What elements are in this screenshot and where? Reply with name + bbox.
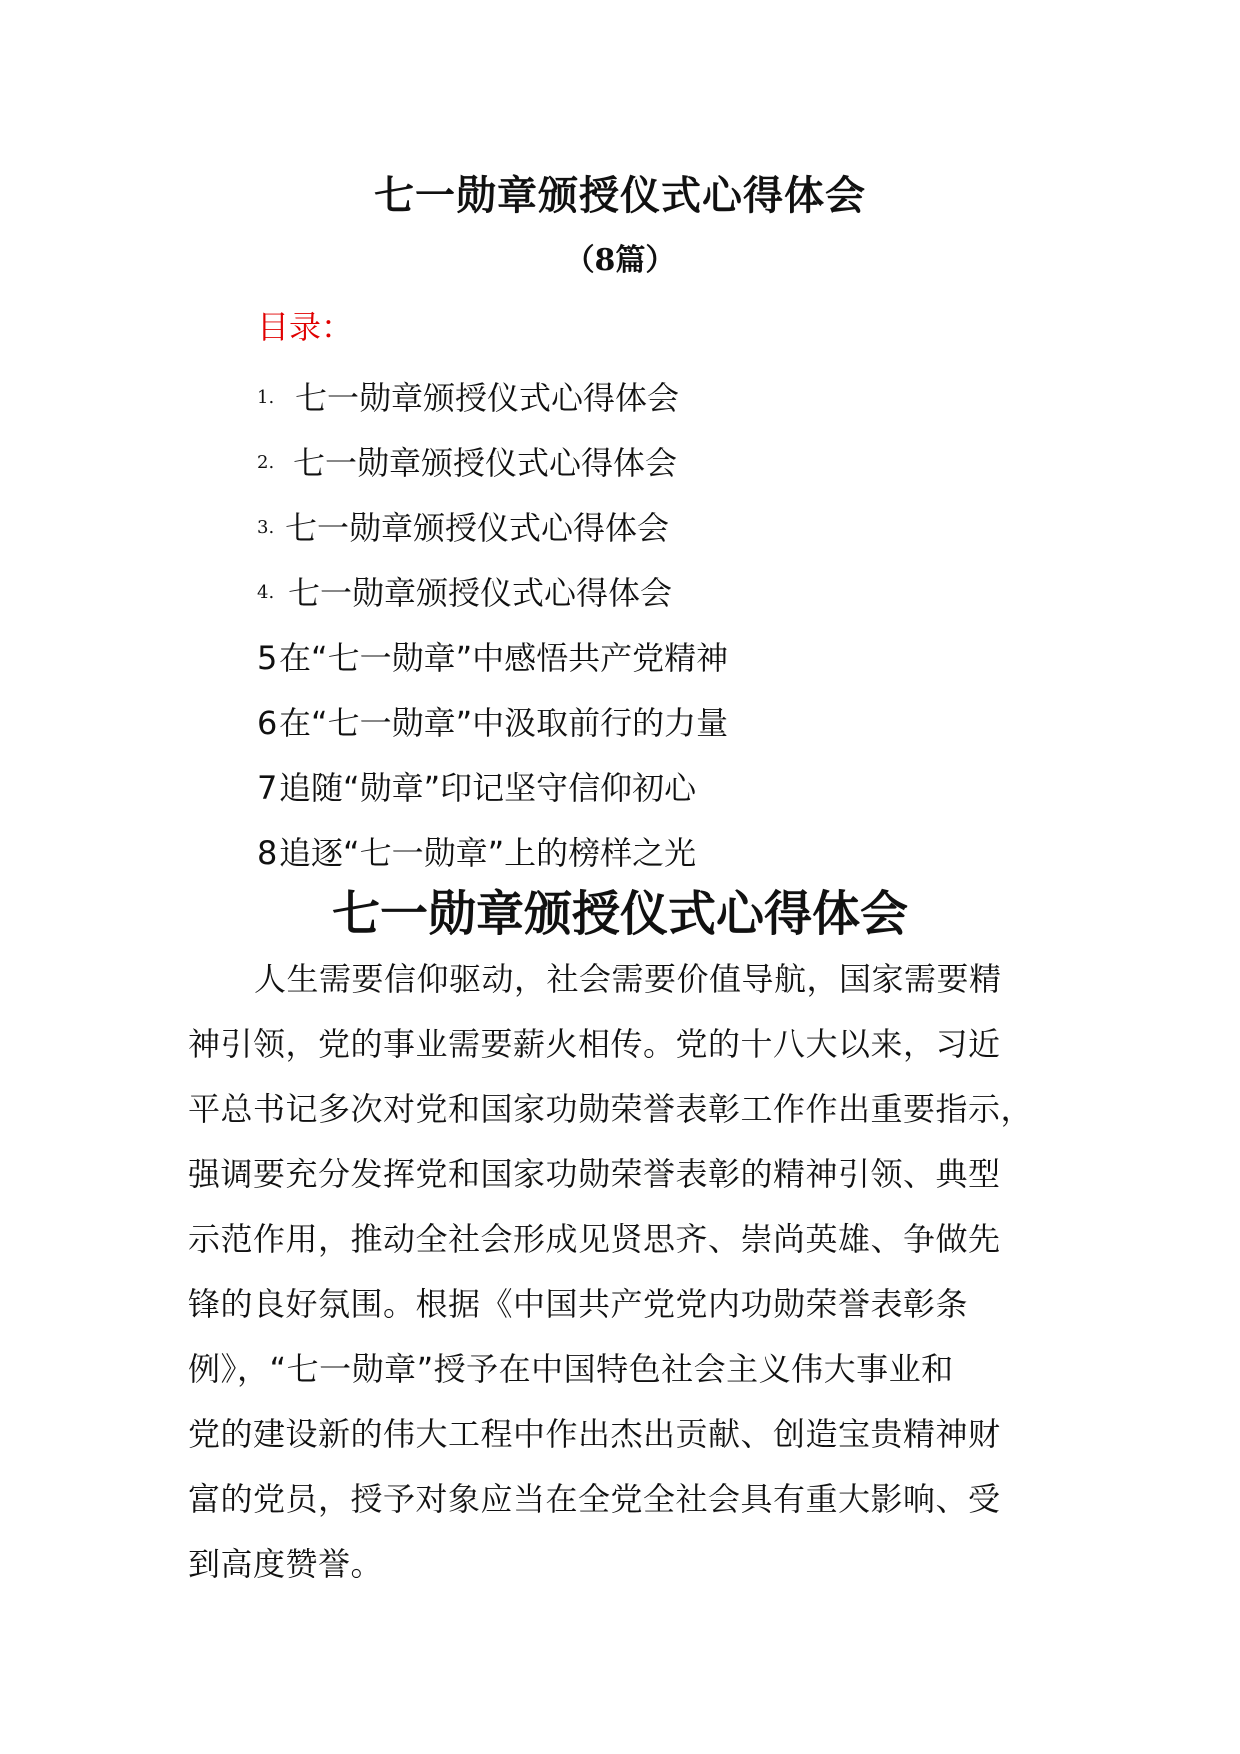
toc-item[interactable] bbox=[257, 820, 728, 885]
toc-item-label: 在“七一勋章”中汲取前行的力量 bbox=[279, 703, 729, 742]
toc-item[interactable] bbox=[257, 560, 728, 625]
toc-item-number: 4. bbox=[257, 581, 275, 603]
article-line: 平总书记多次对党和国家功勋荣誉表彰工作作出重要指示， bbox=[188, 1090, 1034, 1128]
toc-item-label: 七一勋章颁授仪式心得体会 bbox=[295, 378, 680, 417]
article-line: 党的建设新的伟大工程中作出杰出贡献、创造宝贵精神财 bbox=[188, 1415, 1001, 1453]
toc-item[interactable] bbox=[257, 365, 728, 430]
toc-list bbox=[257, 365, 728, 885]
toc-item-label: 七一勋章颁授仪式心得体会 bbox=[293, 443, 678, 482]
article-line: 到高度赞誉。 bbox=[188, 1545, 384, 1583]
document-subtitle: （8篇） bbox=[564, 243, 676, 278]
toc-item-number: 3. bbox=[257, 516, 275, 538]
toc-item-number: 1. bbox=[257, 386, 275, 408]
toc-item-label: 追随“勋章”印记坚守信仰初心 bbox=[279, 768, 697, 807]
article-body bbox=[188, 947, 1068, 1597]
article-title: 七一勋章颁授仪式心得体会 bbox=[331, 886, 908, 942]
toc-item[interactable] bbox=[257, 690, 728, 755]
toc-item-number: 5 bbox=[257, 638, 278, 677]
toc-heading: 目录： bbox=[257, 308, 354, 346]
toc-item-number: 8 bbox=[257, 833, 278, 872]
toc-item-label: 追逐“七一勋章”上的榜样之光 bbox=[279, 833, 697, 872]
toc-item-label: 七一勋章颁授仪式心得体会 bbox=[288, 573, 673, 612]
article-line: 锋的良好氛围。根据《中国共产党党内功勋荣誉表彰条 bbox=[188, 1285, 969, 1323]
toc-item[interactable] bbox=[257, 495, 728, 560]
article-line: 人生需要信仰驱动，社会需要价值导航，国家需要精 bbox=[254, 960, 1002, 998]
toc-item[interactable] bbox=[257, 625, 728, 690]
toc-item[interactable] bbox=[257, 430, 728, 495]
toc-item-label: 七一勋章颁授仪式心得体会 bbox=[285, 508, 670, 547]
article-line: 例》，“七一勋章”授予在中国特色社会主义伟大事业和 bbox=[188, 1350, 954, 1388]
article-line: 示范作用，推动全社会形成见贤思齐、崇尚英雄、争做先 bbox=[188, 1220, 1001, 1258]
article-line: 富的党员，授予对象应当在全党全社会具有重大影响、受 bbox=[188, 1480, 1001, 1518]
toc-item-number: 7 bbox=[257, 768, 278, 807]
article-line: 神引领，党的事业需要薪火相传。党的十八大以来，习近 bbox=[188, 1025, 1001, 1063]
toc-item-number: 2. bbox=[257, 451, 275, 473]
toc-item-number: 6 bbox=[257, 703, 278, 742]
document-title: 七一勋章颁授仪式心得体会 bbox=[374, 173, 866, 219]
toc-item-label: 在“七一勋章”中感悟共产党精神 bbox=[279, 638, 729, 677]
article-line: 强调要充分发挥党和国家功勋荣誉表彰的精神引领、典型 bbox=[188, 1155, 1001, 1193]
toc-item[interactable] bbox=[257, 755, 728, 820]
